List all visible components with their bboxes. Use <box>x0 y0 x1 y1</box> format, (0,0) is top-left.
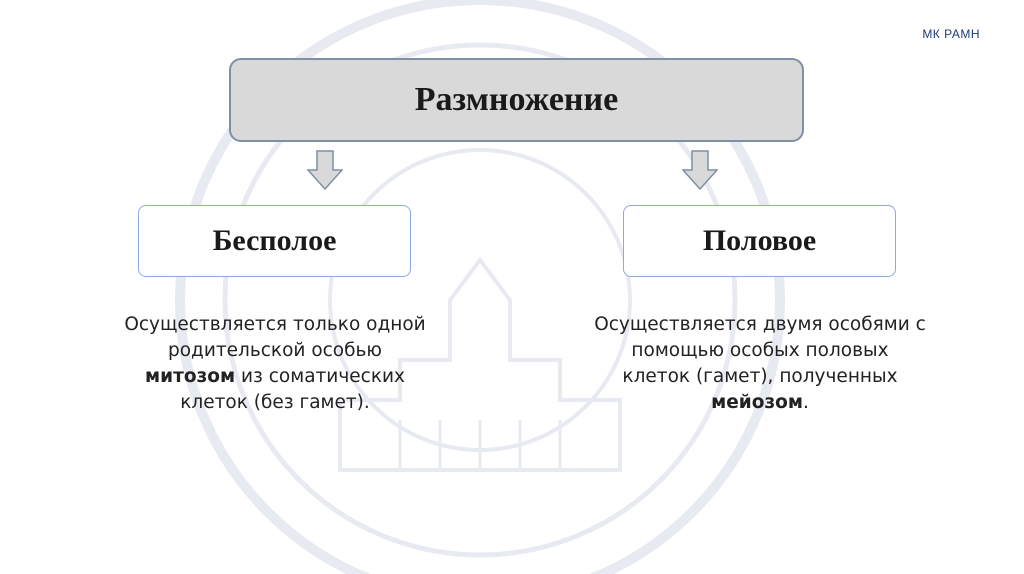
desc-line: митозом из соматических <box>145 366 405 387</box>
left-down-arrow <box>307 150 343 190</box>
desc-line: Осуществляется двумя особями с <box>594 314 926 335</box>
desc-line: Осуществляется только одной <box>124 314 426 335</box>
desc-line: родительской особью <box>167 340 383 361</box>
sexual-description <box>560 312 960 416</box>
sexual-node-label: Половое <box>702 224 817 257</box>
bold-term: митозом <box>145 366 236 387</box>
asexual-node <box>138 205 411 277</box>
desc-line: мейозом. <box>711 392 809 413</box>
desc-line: клеток (гамет), полученных <box>622 366 898 387</box>
desc-line: помощью особых половых <box>631 340 889 361</box>
org-label: МК РАМН <box>922 27 980 41</box>
root-node-label: Размножение <box>414 81 619 118</box>
bold-term: мейозом <box>711 392 804 413</box>
asexual-description <box>100 312 450 416</box>
asexual-node-label: Бесполое <box>212 224 337 257</box>
desc-line: клеток (без гамет). <box>180 392 370 413</box>
sexual-node <box>623 205 896 277</box>
root-node <box>229 58 804 142</box>
right-down-arrow <box>682 150 718 190</box>
